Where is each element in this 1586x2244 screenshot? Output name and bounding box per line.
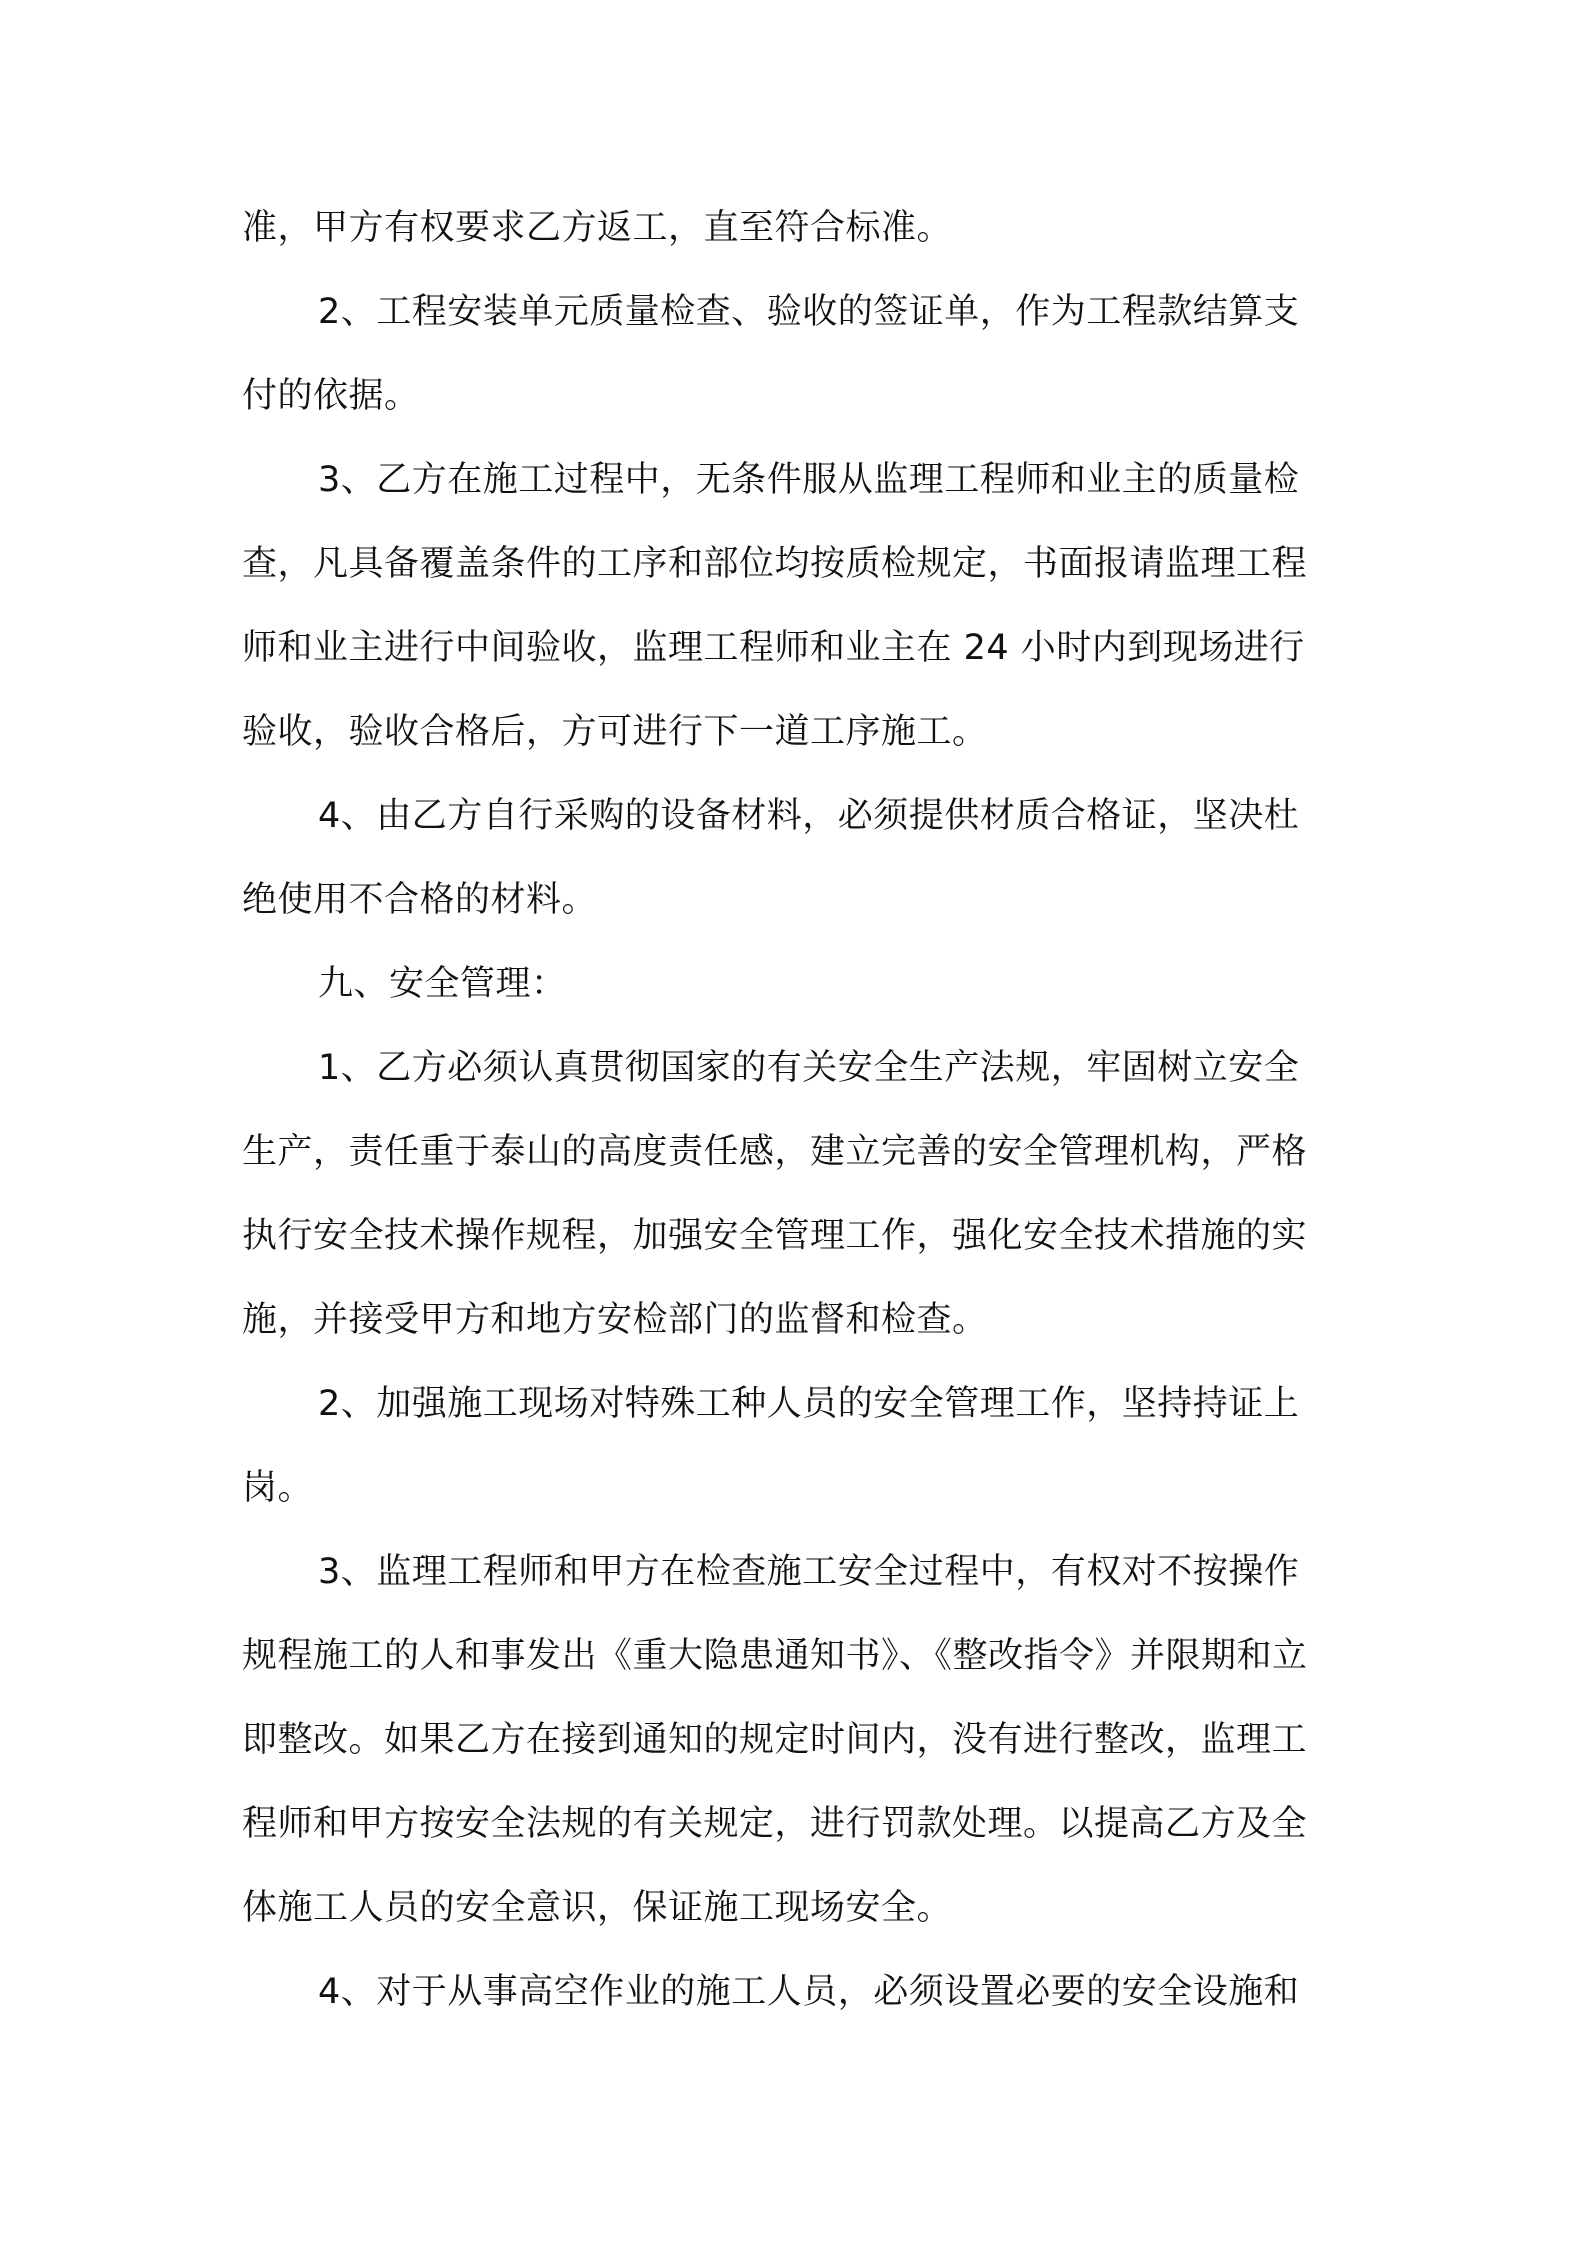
text-line: 3、乙方在施工过程中，无条件服从监理工程师和业主的质量检	[318, 460, 1300, 500]
text-line: 即整改。如果乙方在接到通知的规定时间内，没有进行整改，监理工	[242, 1720, 1308, 1760]
text-line: 查，凡具备覆盖条件的工序和部位均按质检规定，书面报请监理工程	[242, 544, 1308, 584]
text-line: 准，甲方有权要求乙方返工，直至符合标准。	[242, 208, 953, 248]
text-line: 体施工人员的安全意识，保证施工现场安全。	[242, 1888, 953, 1928]
text-line: 付的依据。	[242, 376, 420, 416]
text-line: 岗。	[242, 1468, 314, 1508]
text-line: 2、工程安装单元质量检查、验收的签证单，作为工程款结算支	[318, 292, 1300, 332]
text-line: 绝使用不合格的材料。	[242, 880, 598, 920]
text-line: 4、对于从事高空作业的施工人员，必须设置必要的安全设施和	[318, 1972, 1300, 2012]
text-line: 规程施工的人和事发出《重大隐患通知书》、《整改指令》并限期和立	[242, 1636, 1308, 1676]
text-line: 师和业主进行中间验收，监理工程师和业主在 24 小时内到现场进行	[242, 628, 1305, 668]
text-line: 2、加强施工现场对特殊工种人员的安全管理工作，坚持持证上	[318, 1384, 1300, 1424]
text-line: 执行安全技术操作规程，加强安全管理工作，强化安全技术措施的实	[242, 1216, 1308, 1256]
text-line: 1、乙方必须认真贯彻国家的有关安全生产法规，牢固树立安全	[318, 1048, 1300, 1088]
text-line: 4、由乙方自行采购的设备材料，必须提供材质合格证，坚决杜	[318, 796, 1300, 836]
text-line: 验收，验收合格后，方可进行下一道工序施工。	[242, 712, 988, 752]
text-line: 3、监理工程师和甲方在检查施工安全过程中，有权对不按操作	[318, 1552, 1300, 1592]
text-line: 施，并接受甲方和地方安检部门的监督和检查。	[242, 1300, 988, 1340]
text-line: 生产，责任重于泰山的高度责任感，建立完善的安全管理机构，严格	[242, 1132, 1308, 1172]
section-heading: 九、安全管理：	[318, 964, 567, 1004]
text-line: 程师和甲方按安全法规的有关规定，进行罚款处理。以提高乙方及全	[242, 1804, 1308, 1844]
